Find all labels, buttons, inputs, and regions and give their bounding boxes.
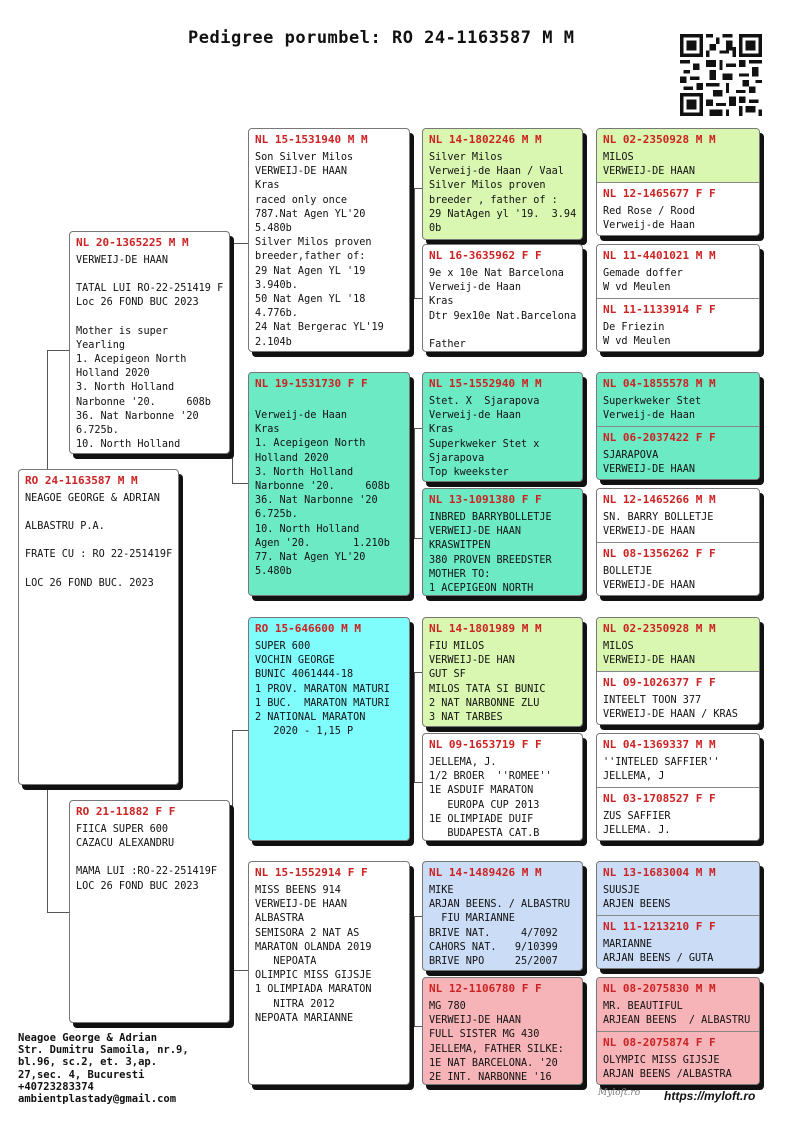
pigeon-info: [597, 806, 759, 838]
info-line: MILOS: [603, 641, 634, 652]
info-line: Holland 2020: [76, 368, 150, 380]
ring-number: NL 13-1683004 M M: [603, 866, 716, 879]
info-line: BRIVE NAT. 4/7092: [429, 927, 558, 939]
ring-number: RO 15-646600 M M: [255, 622, 361, 635]
owner-phone: +40723283374: [18, 1080, 94, 1093]
pigeon-card-dam[interactable]: [69, 800, 230, 1023]
pigeon-card-dss[interactable]: [422, 617, 583, 727]
info-line: SJARAPOVA: [603, 450, 659, 461]
info-line: VERWEIJ-DE HAAN: [603, 166, 696, 178]
pigeon-pair-dsd: [596, 733, 760, 841]
info-line: BUDAPESTA CAT.B: [429, 828, 540, 840]
info-line: VOCHIN GEORGE: [255, 655, 335, 667]
info-line: ARJAN BEENS. / ALBASTRU: [429, 899, 571, 911]
pigeon-card-sd[interactable]: [248, 372, 410, 596]
pigeon-card-sdd[interactable]: [422, 488, 583, 596]
info-line: VERWEIJ-DE HAAN: [429, 526, 522, 538]
info-line: ALBASTRA: [255, 913, 305, 925]
info-line: FIICA SUPER 600: [76, 824, 169, 835]
pigeon-pair-ddd: [596, 977, 760, 1085]
pigeon-card-subject[interactable]: [18, 469, 179, 785]
pigeon-pair-sds: [596, 372, 760, 480]
info-line: MARATON OLANDA 2019: [255, 941, 372, 953]
info-line: Verweij-de Haan: [429, 282, 522, 294]
info-line: Kras: [255, 180, 280, 192]
pigeon-card-dsds[interactable]: [597, 734, 759, 787]
info-line: INBRED BARRYBOLLETJE: [429, 512, 552, 523]
ring-number: RO 24-1163587 M M: [25, 474, 138, 487]
ring-number: NL 09-1653719 F F: [429, 738, 542, 751]
info-line: NITRA 2012: [255, 998, 335, 1010]
info-line: 50 Nat Agen YL '18: [255, 294, 366, 306]
pigeon-info: [597, 996, 759, 1028]
ring-number: NL 11-1213210 F F: [603, 920, 716, 933]
info-line: VERWEIJ-DE HAAN: [603, 464, 696, 476]
pigeon-info: [597, 317, 759, 349]
ring-number: NL 12-1465266 M M: [603, 493, 716, 506]
info-line: MILOS: [603, 152, 634, 163]
ring-number: RO 21-11882 F F: [76, 805, 176, 818]
info-line: 380 PROVEN BREEDSTER: [429, 554, 552, 566]
info-line: [76, 311, 223, 325]
pigeon-info: [597, 507, 759, 539]
pigeon-info: [597, 147, 759, 179]
pigeon-card-ddd[interactable]: [422, 977, 583, 1085]
pigeon-card-dds[interactable]: [422, 861, 583, 971]
pigeon-card-ssss[interactable]: [597, 129, 759, 182]
info-line: 5.480b: [255, 223, 292, 235]
info-line: GUT SF: [429, 669, 466, 681]
info-line: Agen '20. 1.210b: [255, 537, 390, 549]
info-line: 10. North Holland: [255, 523, 360, 535]
info-line: W vd Meulen: [603, 336, 671, 348]
info-line: breeder,father of:: [255, 251, 366, 263]
info-line: KRASWITPEN: [429, 540, 491, 552]
info-line: FRATE CU : RO 22-251419F: [25, 549, 173, 561]
info-line: [25, 563, 172, 577]
info-line: JELLEMA, FATHER SILKE:: [429, 1043, 564, 1055]
info-line: raced only once: [255, 194, 348, 206]
pigeon-pair-ssd: [596, 244, 760, 352]
info-line: VERWEIJ-DE HAAN: [603, 655, 696, 667]
info-line: 1 OLIMPIADA MARATON: [255, 984, 372, 996]
pigeon-card-ds[interactable]: [248, 617, 410, 841]
info-line: BUNIC 4061444-18: [255, 669, 354, 681]
info-line: 2 NATIONAL MARATON: [255, 712, 366, 724]
ring-number: NL 08-2075874 F F: [603, 1036, 716, 1049]
pigeon-card-dsdd[interactable]: [597, 787, 759, 841]
info-line: 3. North Holland: [76, 382, 175, 394]
info-line: VERWEIJ-DE HAAN: [603, 526, 696, 538]
info-line: Yearling: [76, 339, 126, 351]
info-line: 10. North Holland: [76, 439, 181, 451]
pigeon-info: [423, 752, 582, 841]
info-line: breeder , father of :: [429, 194, 558, 206]
ring-number: NL 13-1091380 F F: [429, 493, 542, 506]
pigeon-card-ddss[interactable]: [597, 862, 759, 915]
pigeon-card-ddsd[interactable]: [597, 915, 759, 969]
pigeon-card-sss[interactable]: [422, 128, 583, 240]
info-line: Kras: [429, 296, 454, 308]
info-line: MG 780: [429, 1001, 466, 1012]
info-line: 3.940b.: [255, 279, 298, 291]
info-line: Silver Milos proven: [255, 237, 372, 249]
info-line: MIKE: [429, 885, 454, 896]
info-line: 6.725b.: [76, 425, 119, 437]
info-line: Narbonne '20. 608b: [255, 481, 390, 493]
ring-number: NL 19-1531730 F F: [255, 377, 368, 390]
info-line: INTEELT TOON 377: [603, 695, 702, 706]
info-line: MARIANNE: [603, 939, 653, 950]
pigeon-info: [597, 690, 759, 722]
pigeon-card-sire[interactable]: [69, 231, 230, 454]
info-line: 29 NatAgen yl '19. 3.94: [429, 208, 577, 220]
pigeon-info: [597, 636, 759, 668]
info-line: [25, 534, 172, 548]
ring-number: NL 04-1855578 M M: [603, 377, 716, 390]
info-line: Sjarapova: [429, 452, 485, 464]
info-line: Red Rose / Rood: [603, 206, 696, 217]
info-line: [255, 395, 403, 409]
info-line: W vd Meulen: [603, 282, 671, 294]
info-line: FIU MARIANNE: [429, 913, 515, 925]
info-line: VERWEIJ-DE HAAN / KRAS: [603, 709, 738, 721]
info-line: MAMA LUI :RO-22-251419F: [76, 866, 218, 878]
pigeon-info: [423, 880, 582, 969]
info-line: OLYMPIC MISS GIJSJE: [603, 1055, 720, 1066]
myloft-signature-logo: Myloft.ro: [598, 1088, 641, 1098]
info-line: VERWEIJ-DE HAAN: [255, 166, 348, 178]
pigeon-card-ddds[interactable]: [597, 978, 759, 1031]
info-line: SUPER 600: [255, 641, 311, 652]
info-line: FULL SISTER MG 430: [429, 1029, 540, 1041]
pigeon-card-dsd[interactable]: [422, 733, 583, 841]
pigeon-info: [249, 391, 409, 579]
pigeon-info: [597, 1050, 759, 1082]
pigeon-info: [249, 147, 409, 350]
info-line: Verweij-de Haan: [429, 410, 522, 422]
info-line: 1 ACEPIGEON NORTH: [429, 583, 534, 595]
ring-number: NL 14-1489426 M M: [429, 866, 542, 879]
info-line: ARJAN BEENS /ALBASTRA: [603, 1069, 732, 1081]
info-line: [76, 851, 223, 865]
pigeon-info: [597, 391, 759, 423]
ring-number: NL 09-1026377 F F: [603, 676, 716, 689]
ring-number: NL 14-1801989 M M: [429, 622, 542, 635]
pigeon-info: [597, 201, 759, 233]
info-line: 36. Nat Narbonne '20: [255, 495, 378, 507]
info-line: Mother is super: [76, 325, 169, 337]
info-line: JELLEMA, J: [603, 771, 665, 783]
info-line: Silver Milos proven: [429, 180, 546, 192]
info-line: ALBASTRU P.A.: [25, 521, 105, 533]
pigeon-card-ssdd[interactable]: [597, 298, 759, 352]
info-line: Narbonne '20. 608b: [76, 396, 211, 408]
info-line: SN. BARRY BOLLETJE: [603, 512, 714, 523]
pigeon-pair-dds: [596, 861, 760, 969]
pigeon-info: [19, 488, 178, 591]
pigeon-info: [597, 880, 759, 912]
info-line: TATAL LUI RO-22-251419 F: [76, 283, 224, 295]
pigeon-info: [249, 636, 409, 739]
info-line: OLIMPIC MISS GIJSJE: [255, 970, 372, 982]
info-line: 5.480b: [255, 566, 292, 578]
ring-number: NL 12-1106780 F F: [429, 982, 542, 995]
info-line: 1E ASDUIF MARATON: [429, 785, 534, 797]
pigeon-pair-sss: [596, 128, 760, 236]
pigeon-card-ss[interactable]: [248, 128, 410, 352]
info-line: ''INTELED SAFFIER'': [603, 757, 720, 768]
pigeon-card-dsss[interactable]: [597, 618, 759, 671]
pigeon-info: [423, 507, 582, 596]
ring-number: NL 20-1365225 M M: [76, 236, 189, 249]
info-line: Verweij-de Haan: [255, 410, 348, 421]
info-line: [76, 268, 223, 282]
info-line: Kras: [429, 424, 454, 436]
qr-code-icon: [680, 34, 762, 116]
info-line: MOTHER TO:: [429, 568, 491, 580]
ring-number: NL 03-1708527 F F: [603, 792, 716, 805]
info-line: Dtr 9ex10e Nat.Barcelona: [429, 310, 577, 322]
info-line: Silver Milos: [429, 152, 503, 163]
info-line: NEPOATA: [255, 956, 317, 968]
info-line: 29 Nat Agen YL '19: [255, 265, 366, 277]
info-line: VERWEIJ-DE HAAN: [76, 255, 169, 266]
pigeon-card-dd[interactable]: [248, 861, 410, 1085]
owner-address: Str. Dumitru Samoila, nr.9,: [18, 1044, 189, 1057]
info-line: Stet. X Sjarapova: [429, 396, 540, 407]
info-line: ARJAN BEENS / GUTA: [603, 953, 714, 965]
ring-number: NL 11-1133914 F F: [603, 303, 716, 316]
info-line: 1E NAT BARCELONA. '20: [429, 1057, 558, 1069]
ring-number: NL 06-2037422 F F: [603, 431, 716, 444]
pigeon-card-sdsd[interactable]: [597, 426, 759, 480]
info-line: Kras: [255, 424, 280, 436]
info-line: Verweij-de Haan: [603, 220, 696, 232]
info-line: De Friezin: [603, 322, 665, 333]
pigeon-card-sds[interactable]: [422, 372, 583, 482]
info-line: [429, 324, 576, 338]
info-line: 77. Nat Agen YL'20: [255, 552, 366, 564]
pigeon-pair-dss: [596, 617, 760, 725]
info-line: MILOS TATA SI BUNIC: [429, 683, 546, 695]
info-line: 2 NAT NARBONNE ZLU: [429, 697, 540, 709]
info-line: 1 PROV. MARATON MATURI: [255, 683, 390, 695]
info-line: EUROPA CUP 2013: [429, 799, 540, 811]
info-line: MISS BEENS 914: [255, 885, 341, 896]
info-line: NEAGOE GEORGE & ADRIAN: [25, 493, 160, 504]
info-line: Verweij-de Haan: [603, 410, 696, 422]
info-line: BRIVE NPO 25/2007: [429, 956, 558, 968]
info-line: 3 NAT TARBES: [429, 712, 503, 724]
info-line: LOC 26 FOND BUC. 2023: [25, 577, 154, 589]
pigeon-card-sdss[interactable]: [597, 373, 759, 426]
pigeon-pair-sdd: [596, 488, 760, 596]
info-line: 36. Nat Narbonne '20: [76, 410, 199, 422]
info-line: NEPOATA MARIANNE: [255, 1012, 354, 1024]
ring-number: NL 15-1531940 M M: [255, 133, 368, 146]
pigeon-info: [597, 445, 759, 477]
info-line: 1E OLIMPIADE DUIF: [429, 813, 534, 825]
info-line: CAHORS NAT. 9/10399: [429, 941, 558, 953]
info-line: 787.Nat Agen YL'20: [255, 208, 366, 220]
owner-address: 27,sec. 4, Bucuresti: [18, 1068, 145, 1081]
info-line: 24 Nat Bergerac YL'19: [255, 322, 384, 334]
info-line: 1/2 BROER ''ROMEE'': [429, 771, 552, 783]
info-line: [25, 506, 172, 520]
info-line: Father: [429, 338, 466, 350]
pigeon-info: [597, 934, 759, 966]
pigeon-info: [597, 263, 759, 295]
ring-number: NL 14-1802246 M M: [429, 133, 542, 146]
ring-number: NL 08-2075830 M M: [603, 982, 716, 995]
pigeon-info: [423, 636, 582, 725]
pigeon-card-ssd[interactable]: [422, 244, 583, 352]
info-line: BOLLETJE: [603, 566, 653, 577]
ring-number: NL 15-1552914 F F: [255, 866, 368, 879]
pigeon-info: [249, 880, 409, 1026]
info-line: Holland 2020: [255, 452, 329, 464]
pigeon-info: [423, 391, 582, 480]
ring-number: NL 02-2350928 M M: [603, 622, 716, 635]
pigeon-card-sdds[interactable]: [597, 489, 759, 542]
pigeon-info: [597, 752, 759, 784]
info-line: 3. North Holland: [255, 466, 354, 478]
pigeon-info: [70, 819, 229, 894]
pigeon-card-dddd[interactable]: [597, 1031, 759, 1085]
ring-number: NL 02-2350928 M M: [603, 133, 716, 146]
ring-number: NL 11-4401021 M M: [603, 249, 716, 262]
info-line: 1. Acepigeon North: [255, 438, 366, 450]
owner-name: Neagoe George & Adrian: [18, 1032, 158, 1044]
info-line: ARJEN BEENS: [603, 899, 671, 911]
owner-contact: [18, 1032, 189, 1105]
info-line: ZUS SAFFIER: [603, 811, 671, 822]
owner-address: bl.96, sc.2, et. 3,ap.: [18, 1056, 158, 1069]
info-line: Loc 26 FOND BUC 2023: [76, 297, 199, 309]
pigeon-info: [423, 263, 582, 352]
info-line: JELLEMA, J.: [429, 757, 497, 768]
info-line: 9e x 10e Nat Barcelona: [429, 268, 564, 279]
pigeon-card-sddd[interactable]: [597, 542, 759, 596]
info-line: VERWEIJ-DE HAAN: [429, 1015, 522, 1027]
info-line: 2.104b: [255, 336, 292, 348]
info-line: 4.776b.: [255, 308, 298, 320]
info-line: Son Silver Milos: [255, 152, 354, 163]
pigeon-info: [423, 147, 582, 236]
info-line: 1 BUC. MARATON MATURI: [255, 697, 390, 709]
ring-number: NL 16-3635962 F F: [429, 249, 542, 262]
info-line: VERWEIJ-DE HAN: [429, 655, 515, 667]
info-line: 2020 - 1,15 P: [255, 726, 354, 738]
info-line: Verweij-de Haan / Vaal: [429, 166, 564, 178]
pigeon-card-dssd[interactable]: [597, 671, 759, 725]
info-line: SUUSJE: [603, 885, 640, 896]
info-line: Superkweker Stet: [603, 396, 702, 407]
ring-number: NL 04-1369337 M M: [603, 738, 716, 751]
ring-number: NL 08-1356262 F F: [603, 547, 716, 560]
owner-email[interactable]: ambientplastady@gmail.com: [18, 1093, 177, 1106]
pigeon-info: [597, 561, 759, 593]
info-line: LOC 26 FOND BUC 2023: [76, 880, 199, 892]
info-line: 2E INT. NARBONNE '16: [429, 1072, 552, 1084]
info-line: Top kweekster: [429, 467, 509, 479]
pigeon-info: [70, 250, 229, 452]
info-line: VERWEIJ-DE HAAN: [255, 899, 348, 911]
pigeon-card-sssd[interactable]: [597, 182, 759, 236]
info-line: FIU MILOS: [429, 641, 485, 652]
page-title: Pedigree porumbel: RO 24-1163587 M M: [188, 28, 575, 48]
info-line: MR. BEAUTIFUL: [603, 1001, 683, 1012]
pigeon-info: [423, 996, 582, 1085]
info-line: JELLEMA. J.: [603, 825, 671, 837]
info-line: 6.725b.: [255, 509, 298, 521]
ring-number: NL 12-1465677 F F: [603, 187, 716, 200]
info-line: 1. Acepigeon North: [76, 354, 187, 366]
info-line: Gemade doffer: [603, 268, 683, 279]
info-line: 0b: [429, 223, 442, 235]
info-line: Superkweker Stet x: [429, 438, 540, 450]
footer-url-link[interactable]: https://myloft.ro: [664, 1089, 756, 1103]
info-line: VERWEIJ-DE HAAN: [603, 580, 696, 592]
ring-number: NL 15-1552940 M M: [429, 377, 542, 390]
info-line: SEMISORA 2 NAT AS: [255, 927, 360, 939]
pigeon-card-ssds[interactable]: [597, 245, 759, 298]
info-line: ARJEAN BEENS / ALBASTRU: [603, 1015, 751, 1027]
info-line: CAZACU ALEXANDRU: [76, 838, 175, 850]
